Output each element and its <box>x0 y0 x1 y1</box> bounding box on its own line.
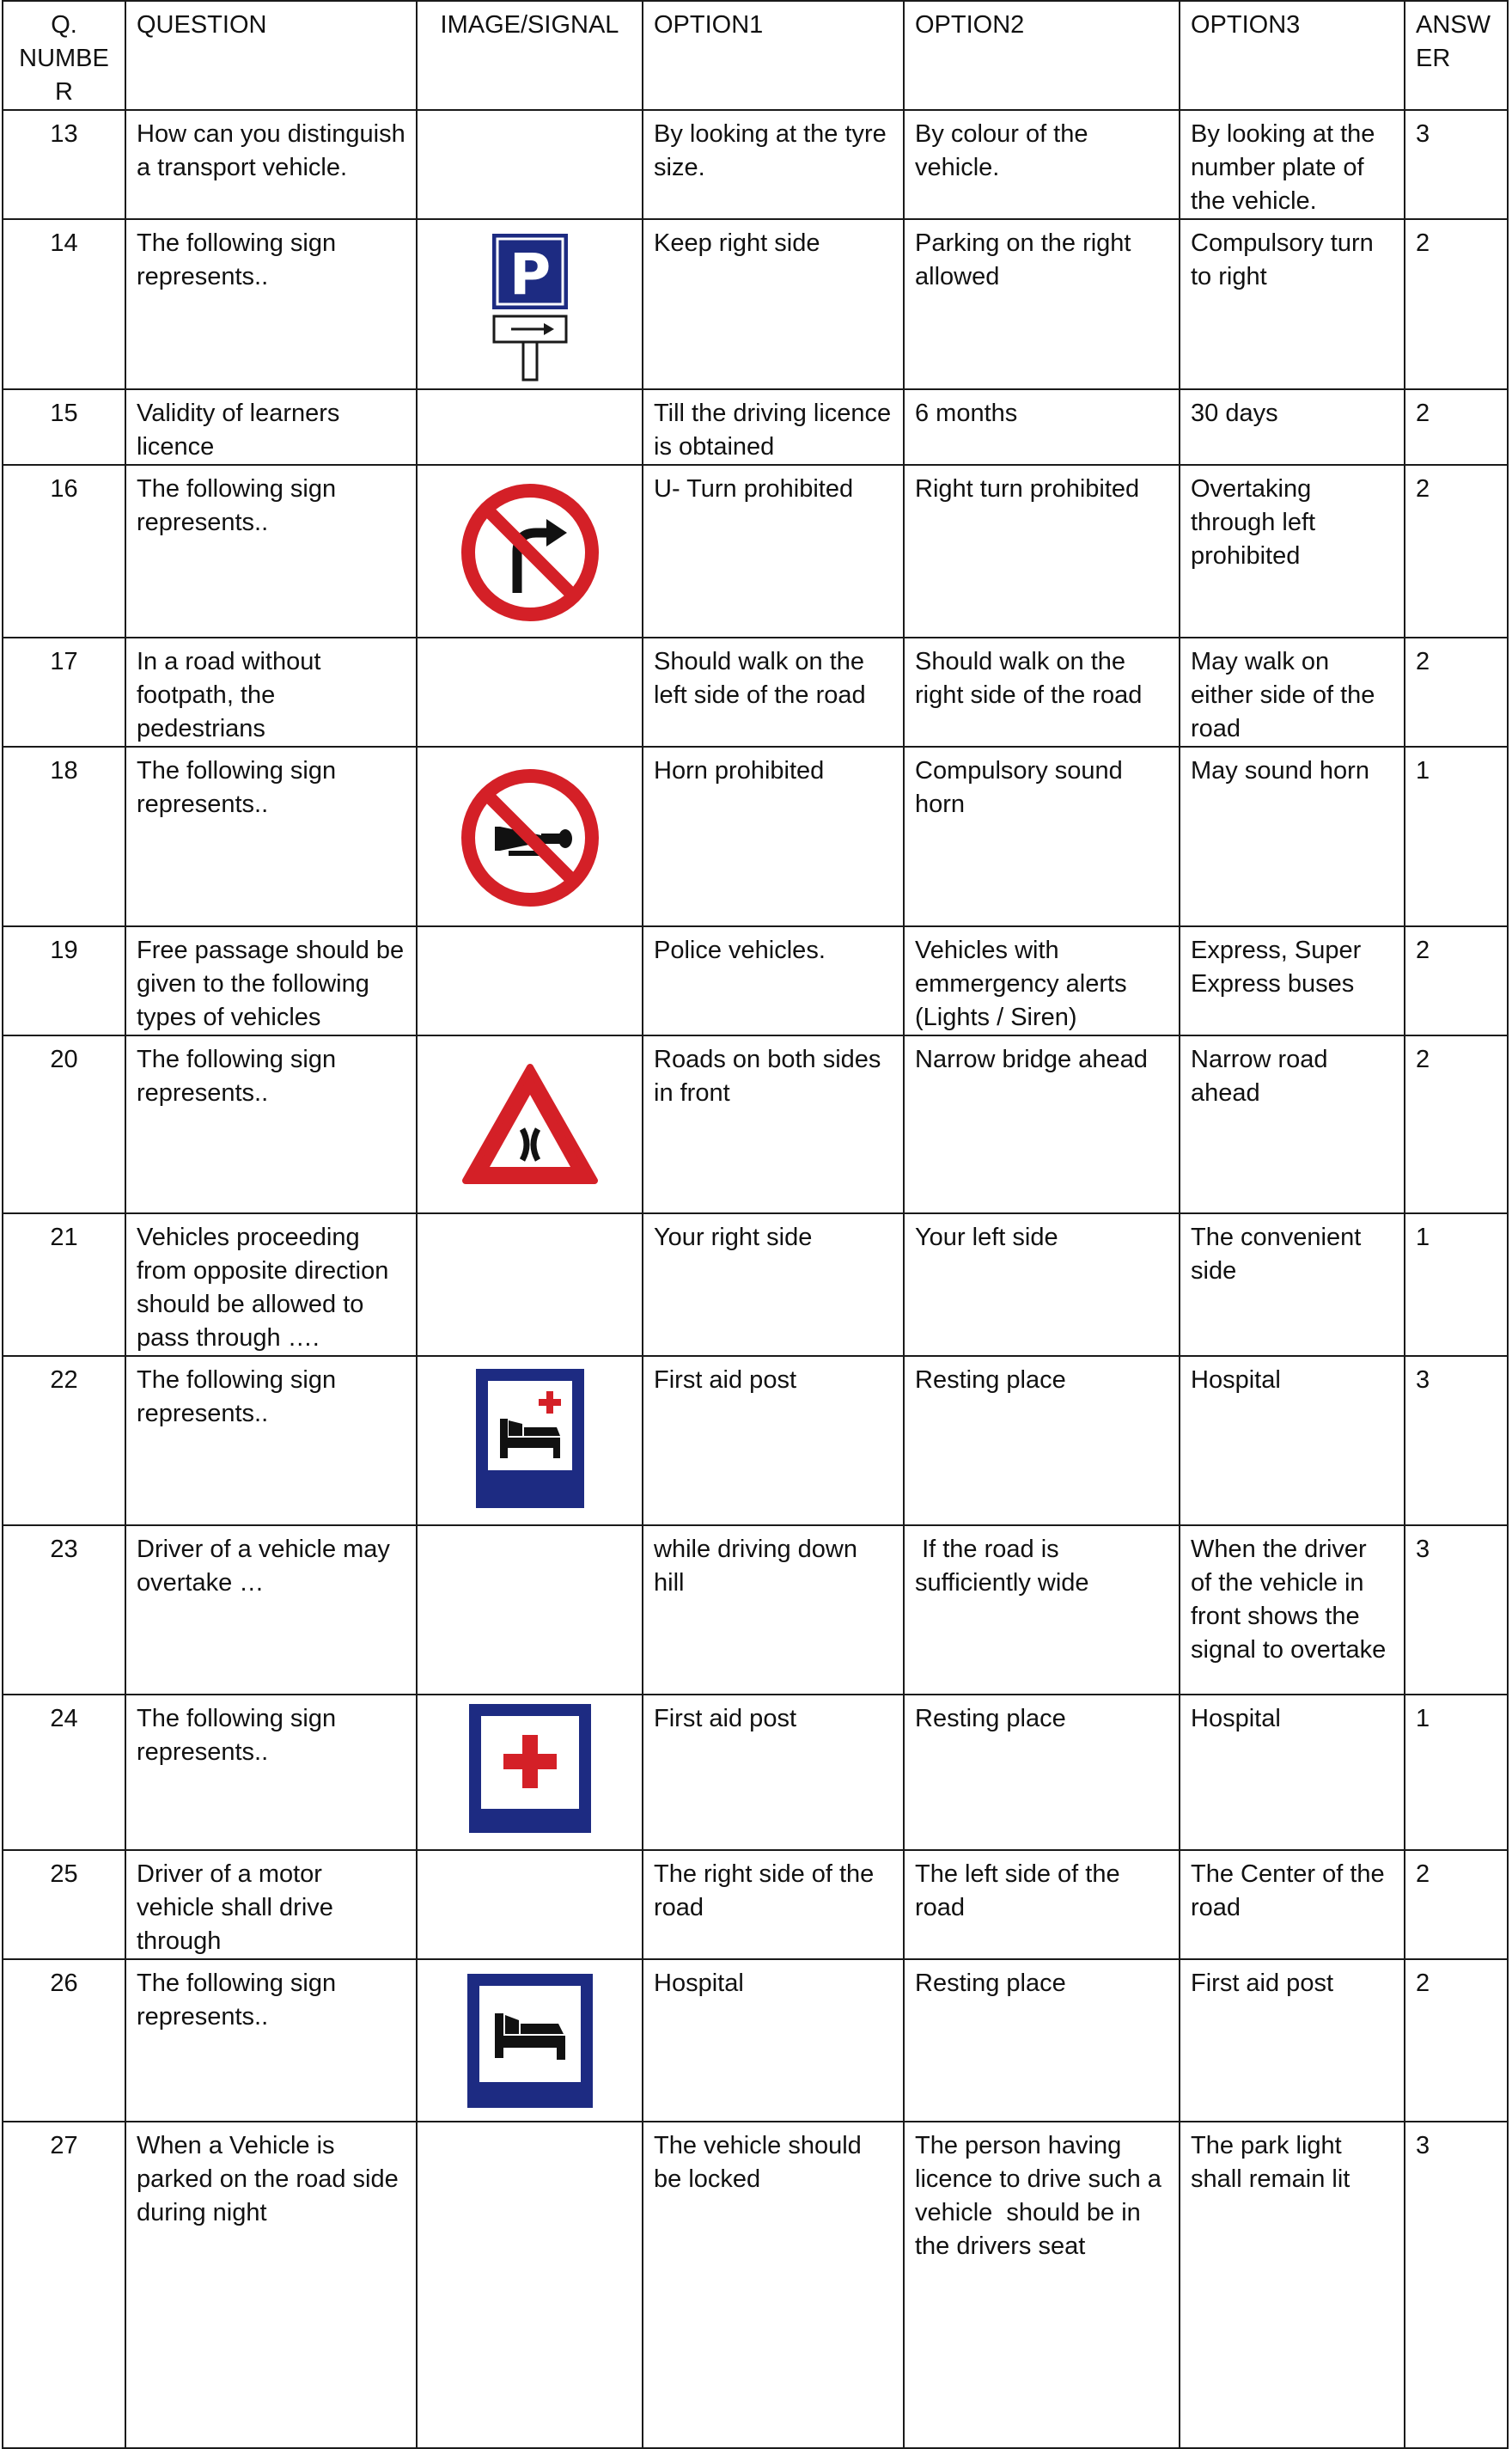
option3-text: The park light shall remain lit <box>1180 2122 1405 2448</box>
question-text: Vehicles proceeding from opposite direction should be allowed to pass through …. <box>125 1213 417 1356</box>
option2-text: Parking on the right allowed <box>904 219 1180 389</box>
svg-text:P: P <box>509 241 551 308</box>
option1-text: Your right side <box>643 1213 904 1356</box>
option1-text: The vehicle should be locked <box>643 2122 904 2448</box>
option3-text: May walk on either side of the road <box>1180 638 1405 747</box>
signal-cell <box>417 219 643 389</box>
option3-text: Narrow road ahead <box>1180 1035 1405 1213</box>
option1-text: First aid post <box>643 1356 904 1525</box>
answer-text: 3 <box>1405 1356 1508 1525</box>
answer-text: 1 <box>1405 1213 1508 1356</box>
table-row <box>3 926 1508 1035</box>
question-text: The following sign represents.. <box>125 1959 417 2122</box>
table-row <box>3 465 1508 638</box>
signal-cell <box>417 1356 643 1525</box>
question-text: The following sign represents.. <box>125 219 417 389</box>
option2-text: Right turn prohibited <box>904 465 1180 638</box>
question-text: The following sign represents.. <box>125 1695 417 1850</box>
option2-text: Resting place <box>904 1695 1180 1850</box>
table-row <box>3 1525 1508 1695</box>
option1-text: Horn prohibited <box>643 747 904 926</box>
option3-text: By looking at the number plate of the vehicle. <box>1180 110 1405 219</box>
table-row <box>3 1213 1508 1356</box>
table-row <box>3 110 1508 219</box>
header-answer: ANSW ER <box>1405 1 1508 110</box>
option3-text: The convenient side <box>1180 1213 1405 1356</box>
option3-text: Hospital <box>1180 1695 1405 1850</box>
table-row <box>3 1035 1508 1213</box>
resting-place-sign-icon <box>466 1972 594 2110</box>
option3-text: May sound horn <box>1180 747 1405 926</box>
option1-text: By looking at the tyre size. <box>643 110 904 219</box>
table-row <box>3 638 1508 747</box>
answer-text: 1 <box>1405 1695 1508 1850</box>
header-row <box>3 1 1508 110</box>
question-number: 25 <box>3 1850 125 1959</box>
question-text: The following sign represents.. <box>125 1035 417 1213</box>
header-option2: OPTION2 <box>904 1 1180 110</box>
header-option3: OPTION3 <box>1180 1 1405 110</box>
question-text: The following sign represents.. <box>125 747 417 926</box>
option1-text: Roads on both sides in front <box>643 1035 904 1213</box>
question-number: 22 <box>3 1356 125 1525</box>
option2-text: Should walk on the right side of the road <box>904 638 1180 747</box>
header-question: QUESTION <box>125 1 417 110</box>
option2-text: Compulsory sound horn <box>904 747 1180 926</box>
question-text: The following sign represents.. <box>125 1356 417 1525</box>
option2-text: Resting place <box>904 1356 1180 1525</box>
answer-text: 2 <box>1405 219 1508 389</box>
answer-text: 2 <box>1405 389 1508 465</box>
option2-text: Resting place <box>904 1959 1180 2122</box>
header-image: IMAGE/SIGNAL <box>417 1 643 110</box>
option3-text: Hospital <box>1180 1356 1405 1525</box>
option3-text: First aid post <box>1180 1959 1405 2122</box>
option1-text: while driving down hill <box>643 1525 904 1695</box>
option1-text: U- Turn prohibited <box>643 465 904 638</box>
signal-cell <box>417 1213 643 1356</box>
signal-cell <box>417 747 643 926</box>
option1-text: Hospital <box>643 1959 904 2122</box>
question-number: 13 <box>3 110 125 219</box>
table-row <box>3 389 1508 465</box>
signal-cell <box>417 2122 643 2448</box>
option1-text: Should walk on the left side of the road <box>643 638 904 747</box>
signal-cell <box>417 926 643 1035</box>
option1-text: Till the driving licence is obtained <box>643 389 904 465</box>
answer-text: 3 <box>1405 110 1508 219</box>
option2-text: Your left side <box>904 1213 1180 1356</box>
option2-text: Narrow bridge ahead <box>904 1035 1180 1213</box>
question-number: 14 <box>3 219 125 389</box>
question-number: 19 <box>3 926 125 1035</box>
option3-text: When the driver of the vehicle in front shows the signal to overtake <box>1180 1525 1405 1695</box>
answer-text: 1 <box>1405 747 1508 926</box>
answer-text: 2 <box>1405 638 1508 747</box>
option3-text: Overtaking through left prohibited <box>1180 465 1405 638</box>
question-text: Validity of learners licence <box>125 389 417 465</box>
no-right-turn-sign-icon <box>459 481 601 624</box>
option1-text: Police vehicles. <box>643 926 904 1035</box>
hospital-sign-icon <box>474 1367 586 1510</box>
first-aid-sign-icon <box>467 1702 593 1835</box>
option2-text: By colour of the vehicle. <box>904 110 1180 219</box>
parking-right-sign-icon <box>489 230 571 382</box>
answer-text: 3 <box>1405 2122 1508 2448</box>
option2-text: If the road is sufficiently wide <box>904 1525 1180 1695</box>
question-number: 21 <box>3 1213 125 1356</box>
option3-text: Compulsory turn to right <box>1180 219 1405 389</box>
signal-cell <box>417 465 643 638</box>
answer-text: 2 <box>1405 465 1508 638</box>
question-number: 27 <box>3 2122 125 2448</box>
question-text: Free passage should be given to the following types of vehicles <box>125 926 417 1035</box>
option2-text: The left side of the road <box>904 1850 1180 1959</box>
option3-text: Express, Super Express buses <box>1180 926 1405 1035</box>
question-number: 26 <box>3 1959 125 2122</box>
question-text: How can you distinguish a transport vehicle. <box>125 110 417 219</box>
header-option1: OPTION1 <box>643 1 904 110</box>
horn-prohibited-sign-icon <box>459 766 601 909</box>
signal-cell <box>417 1035 643 1213</box>
option1-text: Keep right side <box>643 219 904 389</box>
signal-cell <box>417 110 643 219</box>
question-number: 15 <box>3 389 125 465</box>
option2-text: The person having licence to drive such a vehicle should be in the drivers seat <box>904 2122 1180 2448</box>
option3-text: The Center of the road <box>1180 1850 1405 1959</box>
question-number: 16 <box>3 465 125 638</box>
option2-text: Vehicles with emmergency alerts (Lights / Siren) <box>904 926 1180 1035</box>
table-row <box>3 2122 1508 2448</box>
question-number: 17 <box>3 638 125 747</box>
answer-text: 2 <box>1405 1035 1508 1213</box>
question-number: 23 <box>3 1525 125 1695</box>
answer-text: 3 <box>1405 1525 1508 1695</box>
answer-text: 2 <box>1405 1850 1508 1959</box>
question-text: The following sign represents.. <box>125 465 417 638</box>
table-row <box>3 1695 1508 1850</box>
question-text: Driver of a motor vehicle shall drive through <box>125 1850 417 1959</box>
signal-cell <box>417 1850 643 1959</box>
option2-text: 6 months <box>904 389 1180 465</box>
header-number: Q. NUMBE R <box>3 1 125 110</box>
answer-text: 2 <box>1405 926 1508 1035</box>
question-number: 20 <box>3 1035 125 1213</box>
option1-text: The right side of the road <box>643 1850 904 1959</box>
table-row <box>3 1356 1508 1525</box>
narrow-bridge-sign-icon <box>459 1060 601 1189</box>
signal-cell <box>417 1695 643 1850</box>
table-row <box>3 747 1508 926</box>
question-number: 18 <box>3 747 125 926</box>
answer-text: 2 <box>1405 1959 1508 2122</box>
question-number: 24 <box>3 1695 125 1850</box>
signal-cell <box>417 1959 643 2122</box>
table-row <box>3 219 1508 389</box>
quiz-table <box>2 0 1509 2449</box>
table-row <box>3 1959 1508 2122</box>
question-text: When a Vehicle is parked on the road side during night <box>125 2122 417 2448</box>
signal-cell <box>417 638 643 747</box>
question-text: Driver of a vehicle may overtake … <box>125 1525 417 1695</box>
option3-text: 30 days <box>1180 389 1405 465</box>
signal-cell <box>417 389 643 465</box>
question-text: In a road without footpath, the pedestrians <box>125 638 417 747</box>
option1-text: First aid post <box>643 1695 904 1850</box>
signal-cell <box>417 1525 643 1695</box>
table-row <box>3 1850 1508 1959</box>
